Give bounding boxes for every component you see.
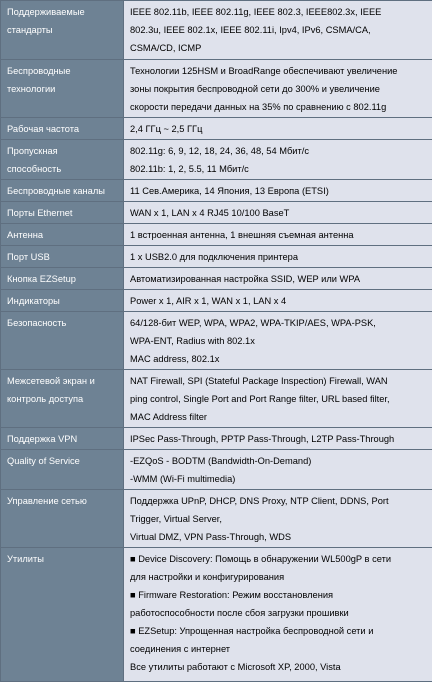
spec-label-ezsetup-button [1, 268, 124, 290]
label-line: Рабочая частота [7, 120, 119, 138]
spec-value-wireless-tech [124, 60, 432, 118]
spec-table-body [1, 1, 432, 682]
spec-label-wireless-channels [1, 180, 124, 202]
spec-value-qos [124, 450, 432, 490]
spec-row-wireless-tech [1, 60, 432, 118]
spec-row-usb-port [1, 246, 432, 268]
spec-row-firewall [1, 370, 432, 428]
spec-label-utilities [1, 548, 124, 682]
value-line: работоспособности после сбоя загрузки прошивки [130, 604, 428, 622]
spec-value-security [124, 312, 432, 370]
value-line: 2,4 ГГц ~ 2,5 ГГц [130, 120, 428, 138]
spec-row-throughput [1, 140, 432, 180]
label-line: Утилиты [7, 550, 119, 568]
value-line: IEEE 802.11b, IEEE 802.11g, IEEE 802.3, IEEE802.3x, IEEE [130, 3, 428, 21]
value-line: зоны покрытия беспроводной сети до 300% и увеличение [130, 80, 428, 98]
label-line: Порт USB [7, 248, 119, 266]
label-line: Управление сетью [7, 492, 119, 510]
label-line: Кнопка EZSetup [7, 270, 119, 288]
label-line: Поддержка VPN [7, 430, 119, 448]
value-line: WPA-ENT, Radius with 802.1x [130, 332, 428, 350]
value-line: -EZQoS - BODTM (Bandwidth-On-Demand) [130, 452, 428, 470]
value-line: MAC Address filter [130, 408, 428, 426]
spec-label-firewall [1, 370, 124, 428]
label-line: Индикаторы [7, 292, 119, 310]
value-line: Trigger, Virtual Server, [130, 510, 428, 528]
spec-label-ethernet-ports [1, 202, 124, 224]
spec-row-standards [1, 1, 432, 60]
value-line: Power x 1, AIR x 1, WAN x 1, LAN x 4 [130, 292, 428, 310]
label-line: Безопасность [7, 314, 119, 332]
label-line: Беспроводные каналы [7, 182, 119, 200]
spec-row-ezsetup-button [1, 268, 432, 290]
value-line: 11 Сев.Америка, 14 Япония, 13 Европа (ETSI) [130, 182, 428, 200]
value-line: 802.11b: 1, 2, 5.5, 11 Мбит/с [130, 160, 428, 178]
value-line: IPSec Pass-Through, PPTP Pass-Through, L2TP Pass-Through [130, 430, 428, 448]
spec-value-vpn [124, 428, 432, 450]
spec-row-qos [1, 450, 432, 490]
label-line: Межсетевой экран и [7, 372, 119, 390]
value-line: соединения с интернет [130, 640, 428, 658]
spec-row-wireless-channels [1, 180, 432, 202]
value-line: Поддержка UPnP, DHCP, DNS Proxy, NTP Client, DDNS, Port [130, 492, 428, 510]
spec-label-frequency [1, 118, 124, 140]
label-line: Беспроводные [7, 62, 119, 80]
value-line: для настройки и конфигурирования [130, 568, 428, 586]
value-line: ping control, Single Port and Port Range filter, URL based filter, [130, 390, 428, 408]
spec-label-antenna [1, 224, 124, 246]
label-line: контроль доступа [7, 390, 119, 408]
value-line: 64/128-бит WEP, WPA, WPA2, WPA-TKIP/AES, WPA-PSK, [130, 314, 428, 332]
spec-label-usb-port [1, 246, 124, 268]
spec-value-usb-port [124, 246, 432, 268]
label-line: Порты Ethernet [7, 204, 119, 222]
label-line: Антенна [7, 226, 119, 244]
value-line: Virtual DMZ, VPN Pass-Through, WDS [130, 528, 428, 546]
spec-label-security [1, 312, 124, 370]
spec-row-ethernet-ports [1, 202, 432, 224]
spec-value-wireless-channels [124, 180, 432, 202]
value-line: Технологии 125HSM и BroadRange обеспечивают увеличение [130, 62, 428, 80]
value-line: 1 x USB2.0 для подключения принтера [130, 248, 428, 266]
spec-value-ezsetup-button [124, 268, 432, 290]
value-line: WAN x 1, LAN x 4 RJ45 10/100 BaseT [130, 204, 428, 222]
value-line: 1 встроенная антенна, 1 внешняя съемная антенна [130, 226, 428, 244]
spec-row-vpn [1, 428, 432, 450]
spec-value-indicators [124, 290, 432, 312]
spec-label-standards [1, 1, 124, 60]
spec-row-indicators [1, 290, 432, 312]
label-line: технологии [7, 80, 119, 98]
label-line: Поддерживаемые [7, 3, 119, 21]
value-line: ■ Device Discovery: Помощь в обнаружении WL500gP в сети [130, 550, 428, 568]
value-line: 802.11g: 6, 9, 12, 18, 24, 36, 48, 54 Мбит/с [130, 142, 428, 160]
spec-row-network-management [1, 490, 432, 548]
value-line: 802.3u, IEEE 802.1x, IEEE 802.11i, Ipv4, IPv6, CSMA/CA, [130, 21, 428, 39]
value-line: MAC address, 802.1x [130, 350, 428, 368]
spec-label-network-management [1, 490, 124, 548]
value-line: Все утилиты работают с Microsoft XP, 2000, Vista [130, 658, 428, 676]
spec-label-qos [1, 450, 124, 490]
spec-value-throughput [124, 140, 432, 180]
spec-label-indicators [1, 290, 124, 312]
label-line: Quality of Service [7, 452, 119, 470]
spec-value-utilities [124, 548, 432, 682]
value-line: NAT Firewall, SPI (Stateful Package Inspection) Firewall, WAN [130, 372, 428, 390]
value-line: -WMM (Wi-Fi multimedia) [130, 470, 428, 488]
spec-label-throughput [1, 140, 124, 180]
spec-row-frequency [1, 118, 432, 140]
spec-row-antenna [1, 224, 432, 246]
value-line: Автоматизированная настройка SSID, WEP или WPA [130, 270, 428, 288]
spec-value-standards [124, 1, 432, 60]
value-line: ■ EZSetup: Упрощенная настройка беспроводной сети и [130, 622, 428, 640]
spec-value-antenna [124, 224, 432, 246]
label-line: способность [7, 160, 119, 178]
value-line: ■ Firmware Restoration: Режим восстановления [130, 586, 428, 604]
value-line: CSMA/CD, ICMP [130, 39, 428, 57]
label-line: стандарты [7, 21, 119, 39]
spec-value-network-management [124, 490, 432, 548]
spec-value-frequency [124, 118, 432, 140]
spec-value-firewall [124, 370, 432, 428]
value-line: скорости передачи данных на 35% по сравнению с 802.11g [130, 98, 428, 116]
spec-row-utilities [1, 548, 432, 682]
spec-label-vpn [1, 428, 124, 450]
spec-value-ethernet-ports [124, 202, 432, 224]
spec-label-wireless-tech [1, 60, 124, 118]
spec-row-security [1, 312, 432, 370]
label-line: Пропускная [7, 142, 119, 160]
